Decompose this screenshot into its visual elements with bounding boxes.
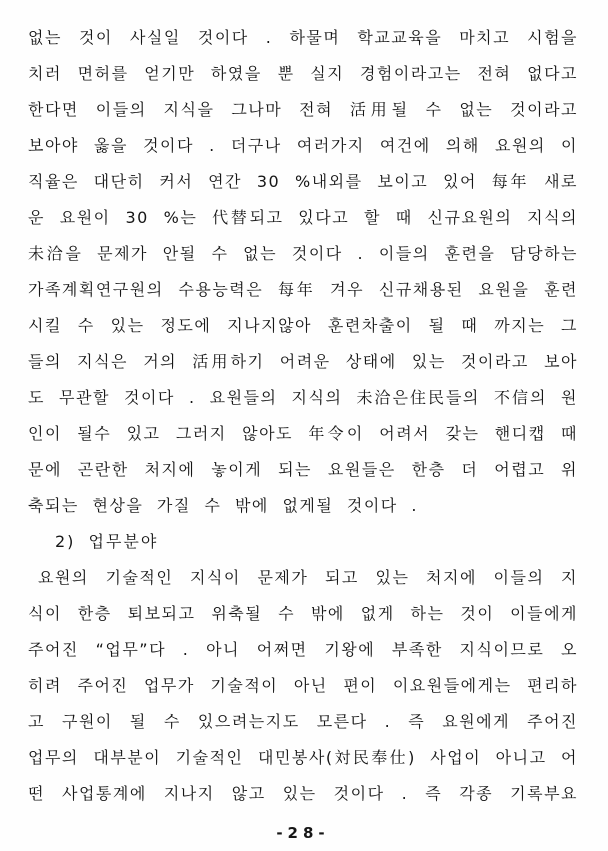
text-line: 없는 것이 사실일 것이다 . 하물며 학교교육을 마치고 시험을 (28, 28, 578, 47)
text-line: 직율은 대단히 커서 연간 30 %내외를 보이고 있어 每年 새로 (28, 172, 578, 191)
text-line: 치러 면허를 얻기만 하였을 뿐 실지 경험이라고는 전혀 없다고 (28, 64, 578, 83)
text-line: 축되는 현상을 가질 수 밖에 없게될 것이다 . (28, 496, 418, 515)
text-line: 도 무관할 것이다 . 요원들의 지식의 未洽은住民들의 不信의 원 (28, 388, 578, 407)
text-line: 식이 한층 퇴보되고 위축될 수 밖에 없게 하는 것이 이들에게 (28, 604, 578, 623)
paragraph-1 (28, 20, 578, 524)
page-number: -28- (276, 824, 330, 842)
text-line: 주어진 “업무”다 . 아니 어쩌면 기왕에 부족한 지식이므로 오 (28, 640, 578, 659)
text-line: 떤 사업통계에 지나지 않고 있는 것이다 . 즉 각종 기록부요 (28, 784, 578, 803)
text-line: 한다면 이들의 지식을 그나마 전혀 活用될 수 없는 것이라고 (28, 100, 578, 119)
text-line: 운 요원이 30 %는 代替되고 있다고 할 때 신규요원의 지식의 (28, 208, 578, 227)
paragraph-2 (28, 560, 578, 812)
text-line: 히려 주어진 업무가 기술적이 아닌 편이 이요원들에게는 편리하 (28, 676, 578, 695)
text-line: 들의 지식은 거의 活用하기 어려운 상태에 있는 것이라고 보아 (28, 352, 578, 371)
section-heading: 2) 업무분야 (55, 532, 159, 551)
text-line: 보아야 옳을 것이다 . 더구나 여러가지 여건에 의해 요원의 이 (28, 136, 578, 155)
text-line: 未洽을 문제가 안될 수 없는 것이다 . 이들의 훈련을 담당하는 (28, 244, 578, 263)
text-line: 인이 될수 있고 그러지 않아도 年令이 어려서 갖는 핸디캡 때 (28, 424, 578, 443)
text-line: 시킬 수 있는 정도에 지나지않아 훈련차출이 될 때 까지는 그 (28, 316, 578, 335)
body-text (28, 20, 578, 812)
text-line: 업무의 대부분이 기술적인 대민봉사(対民奉仕) 사업이 아니고 어 (28, 748, 578, 767)
text-line: 고 구원이 될 수 있으려는지도 모른다 . 즉 요원에게 주어진 (28, 712, 578, 731)
text-line: 요원의 기술적인 지식이 문제가 되고 있는 처지에 이들의 지 (38, 568, 578, 587)
text-line: 문에 곤란한 처지에 놓이게 되는 요원들은 한층 더 어렵고 위 (28, 460, 578, 479)
text-line: 가족계획연구원의 수용능력은 每年 겨우 신규채용된 요원을 훈련 (28, 280, 578, 299)
